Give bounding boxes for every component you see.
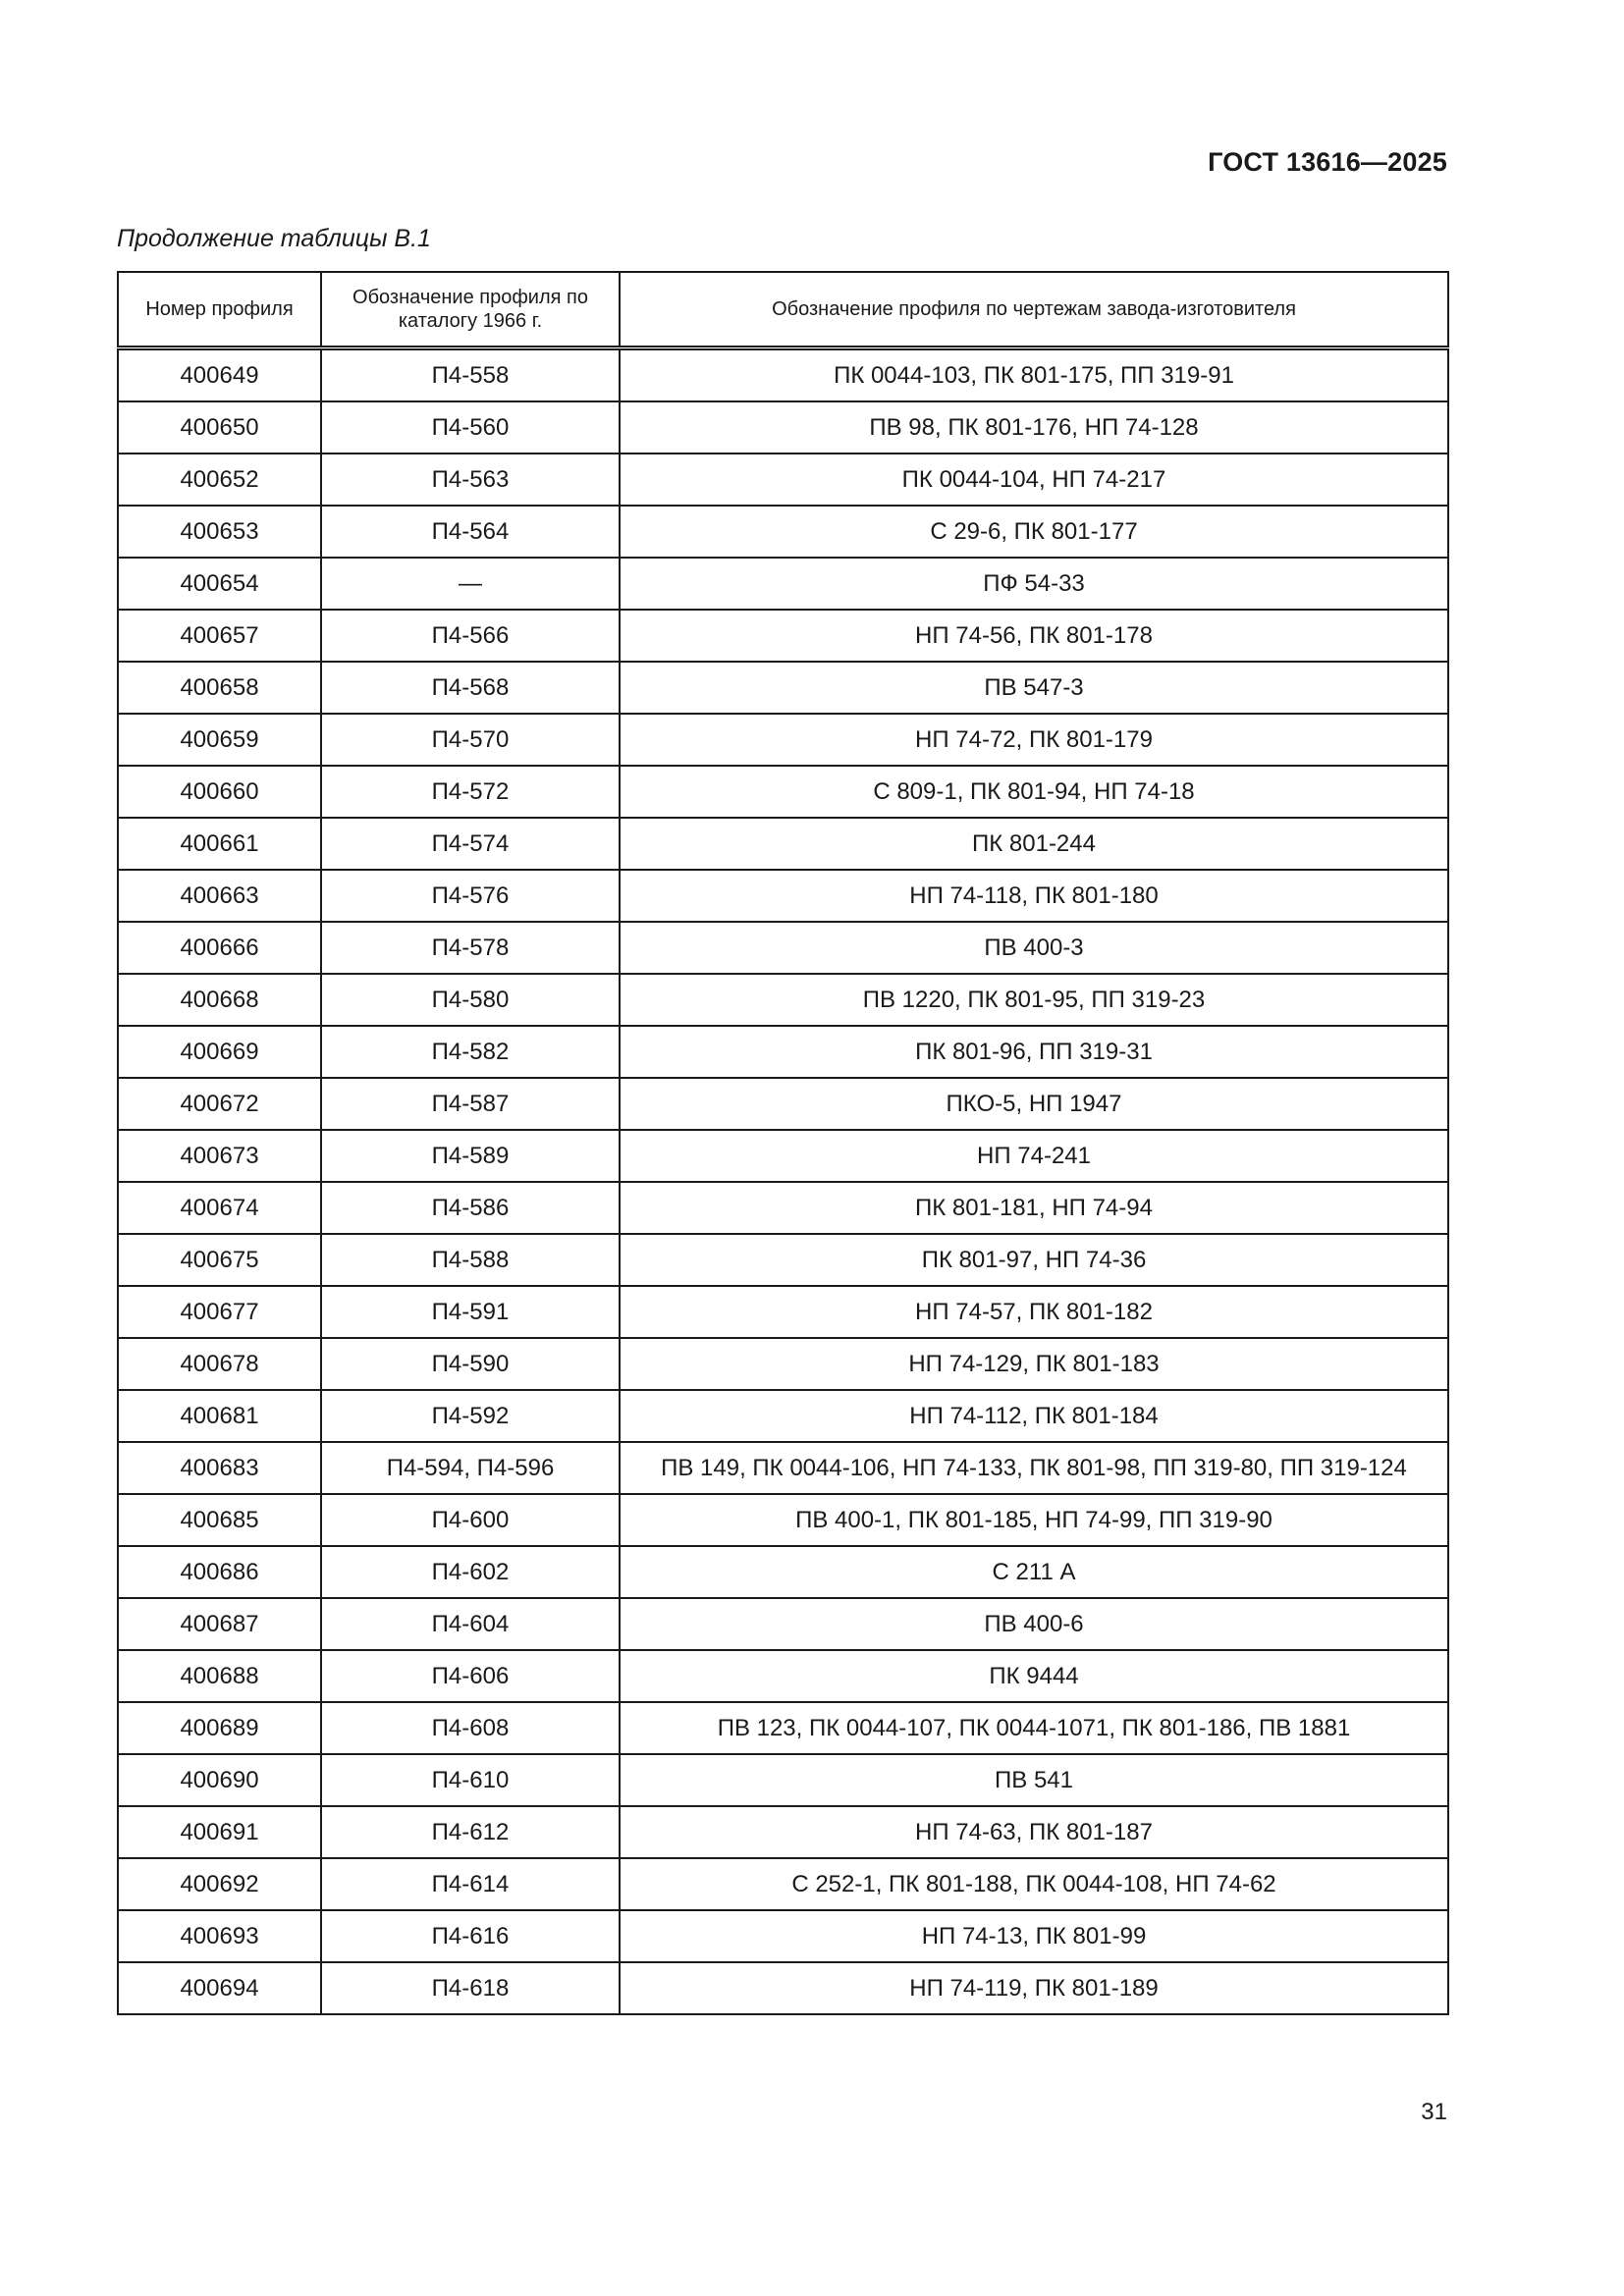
profile-number-cell: 400666 bbox=[118, 922, 321, 974]
manufacturer-designation-cell: ПК 801-181, НП 74-94 bbox=[620, 1182, 1448, 1234]
manufacturer-designation-cell: ПК 0044-103, ПК 801-175, ПП 319-91 bbox=[620, 348, 1448, 402]
catalog-designation-cell: П4-608 bbox=[321, 1702, 620, 1754]
catalog-designation-cell: П4-600 bbox=[321, 1494, 620, 1546]
catalog-designation-cell: П4-614 bbox=[321, 1858, 620, 1910]
table-row bbox=[118, 766, 1448, 818]
profile-number-cell: 400669 bbox=[118, 1026, 321, 1078]
manufacturer-designation-cell: НП 74-241 bbox=[620, 1130, 1448, 1182]
table-row bbox=[118, 348, 1448, 402]
catalog-designation-cell: П4-588 bbox=[321, 1234, 620, 1286]
table-row bbox=[118, 1546, 1448, 1598]
profile-number-cell: 400689 bbox=[118, 1702, 321, 1754]
manufacturer-designation-cell: ПКО-5, НП 1947 bbox=[620, 1078, 1448, 1130]
profile-number-cell: 400688 bbox=[118, 1650, 321, 1702]
column-header-catalog-1966: Обозначение профиля по каталогу 1966 г. bbox=[321, 272, 620, 348]
profile-number-cell: 400692 bbox=[118, 1858, 321, 1910]
profile-number-cell: 400685 bbox=[118, 1494, 321, 1546]
catalog-designation-cell: П4-602 bbox=[321, 1546, 620, 1598]
table-row bbox=[118, 1962, 1448, 2014]
catalog-designation-cell: П4-580 bbox=[321, 974, 620, 1026]
manufacturer-designation-cell: НП 74-118, ПК 801-180 bbox=[620, 870, 1448, 922]
catalog-designation-cell: П4-576 bbox=[321, 870, 620, 922]
manufacturer-designation-cell: ПВ 547-3 bbox=[620, 662, 1448, 714]
table-row bbox=[118, 506, 1448, 558]
profile-number-cell: 400663 bbox=[118, 870, 321, 922]
profile-number-cell: 400674 bbox=[118, 1182, 321, 1234]
profile-number-cell: 400691 bbox=[118, 1806, 321, 1858]
catalog-designation-cell: П4-594, П4-596 bbox=[321, 1442, 620, 1494]
manufacturer-designation-cell: С 211 А bbox=[620, 1546, 1448, 1598]
table-row bbox=[118, 1598, 1448, 1650]
page-number: 31 bbox=[1421, 2099, 1447, 2125]
profile-number-cell: 400673 bbox=[118, 1130, 321, 1182]
table-row bbox=[118, 1910, 1448, 1962]
table-row bbox=[118, 1858, 1448, 1910]
catalog-designation-cell: — bbox=[321, 558, 620, 610]
table-row bbox=[118, 1494, 1448, 1546]
manufacturer-designation-cell: НП 74-63, ПК 801-187 bbox=[620, 1806, 1448, 1858]
catalog-designation-cell: П4-564 bbox=[321, 506, 620, 558]
table-row bbox=[118, 1286, 1448, 1338]
table-row bbox=[118, 1806, 1448, 1858]
table-header bbox=[118, 272, 1448, 348]
catalog-designation-cell: П4-566 bbox=[321, 610, 620, 662]
manufacturer-designation-cell: ПК 0044-104, НП 74-217 bbox=[620, 454, 1448, 506]
catalog-designation-cell: П4-610 bbox=[321, 1754, 620, 1806]
catalog-designation-cell: П4-616 bbox=[321, 1910, 620, 1962]
table-row bbox=[118, 662, 1448, 714]
catalog-designation-cell: П4-574 bbox=[321, 818, 620, 870]
table-row bbox=[118, 1442, 1448, 1494]
manufacturer-designation-cell: ПВ 400-6 bbox=[620, 1598, 1448, 1650]
table-row bbox=[118, 610, 1448, 662]
profile-number-cell: 400649 bbox=[118, 348, 321, 402]
table-row bbox=[118, 1026, 1448, 1078]
table-row bbox=[118, 1338, 1448, 1390]
catalog-designation-cell: П4-589 bbox=[321, 1130, 620, 1182]
catalog-designation-cell: П4-618 bbox=[321, 1962, 620, 2014]
table-row bbox=[118, 1650, 1448, 1702]
header-row bbox=[118, 272, 1448, 348]
table-body bbox=[118, 348, 1448, 2015]
profile-number-cell: 400677 bbox=[118, 1286, 321, 1338]
manufacturer-designation-cell: НП 74-13, ПК 801-99 bbox=[620, 1910, 1448, 1962]
profile-number-cell: 400694 bbox=[118, 1962, 321, 2014]
manufacturer-designation-cell: ПВ 400-3 bbox=[620, 922, 1448, 974]
profile-number-cell: 400683 bbox=[118, 1442, 321, 1494]
catalog-designation-cell: П4-572 bbox=[321, 766, 620, 818]
table-row bbox=[118, 1078, 1448, 1130]
manufacturer-designation-cell: ПК 801-97, НП 74-36 bbox=[620, 1234, 1448, 1286]
table-row bbox=[118, 922, 1448, 974]
manufacturer-designation-cell: ПВ 123, ПК 0044-107, ПК 0044-1071, ПК 801-186, ПВ 1881 bbox=[620, 1702, 1448, 1754]
manufacturer-designation-cell: С 809-1, ПК 801-94, НП 74-18 bbox=[620, 766, 1448, 818]
manufacturer-designation-cell: НП 74-72, ПК 801-179 bbox=[620, 714, 1448, 766]
table-row bbox=[118, 1234, 1448, 1286]
manufacturer-designation-cell: НП 74-119, ПК 801-189 bbox=[620, 1962, 1448, 2014]
profile-number-cell: 400678 bbox=[118, 1338, 321, 1390]
profile-number-cell: 400681 bbox=[118, 1390, 321, 1442]
column-header-manufacturer-drawings: Обозначение профиля по чертежам завода-изготовителя bbox=[620, 272, 1448, 348]
table-row bbox=[118, 818, 1448, 870]
profile-number-cell: 400657 bbox=[118, 610, 321, 662]
catalog-designation-cell: П4-587 bbox=[321, 1078, 620, 1130]
table-row bbox=[118, 401, 1448, 454]
profile-number-cell: 400658 bbox=[118, 662, 321, 714]
profiles-table bbox=[117, 271, 1449, 2015]
profile-number-cell: 400690 bbox=[118, 1754, 321, 1806]
manufacturer-designation-cell: ПВ 541 bbox=[620, 1754, 1448, 1806]
table-row bbox=[118, 974, 1448, 1026]
catalog-designation-cell: П4-578 bbox=[321, 922, 620, 974]
profile-number-cell: 400675 bbox=[118, 1234, 321, 1286]
manufacturer-designation-cell: ПК 9444 bbox=[620, 1650, 1448, 1702]
manufacturer-designation-cell: НП 74-129, ПК 801-183 bbox=[620, 1338, 1448, 1390]
profile-number-cell: 400661 bbox=[118, 818, 321, 870]
profile-number-cell: 400659 bbox=[118, 714, 321, 766]
catalog-designation-cell: П4-558 bbox=[321, 348, 620, 402]
profile-number-cell: 400668 bbox=[118, 974, 321, 1026]
table-row bbox=[118, 1130, 1448, 1182]
profile-number-cell: 400693 bbox=[118, 1910, 321, 1962]
manufacturer-designation-cell: ПК 801-96, ПП 319-31 bbox=[620, 1026, 1448, 1078]
catalog-designation-cell: П4-568 bbox=[321, 662, 620, 714]
manufacturer-designation-cell: ПВ 1220, ПК 801-95, ПП 319-23 bbox=[620, 974, 1448, 1026]
table-row bbox=[118, 558, 1448, 610]
table-row bbox=[118, 1702, 1448, 1754]
table-row bbox=[118, 1390, 1448, 1442]
manufacturer-designation-cell: ПВ 149, ПК 0044-106, НП 74-133, ПК 801-98, ПП 319-80, ПП 319-124 bbox=[620, 1442, 1448, 1494]
catalog-designation-cell: П4-606 bbox=[321, 1650, 620, 1702]
manufacturer-designation-cell: НП 74-112, ПК 801-184 bbox=[620, 1390, 1448, 1442]
catalog-designation-cell: П4-586 bbox=[321, 1182, 620, 1234]
manufacturer-designation-cell: НП 74-57, ПК 801-182 bbox=[620, 1286, 1448, 1338]
profile-number-cell: 400652 bbox=[118, 454, 321, 506]
manufacturer-designation-cell: ПВ 98, ПК 801-176, НП 74-128 bbox=[620, 401, 1448, 454]
profile-number-cell: 400653 bbox=[118, 506, 321, 558]
catalog-designation-cell: П4-591 bbox=[321, 1286, 620, 1338]
catalog-designation-cell: П4-560 bbox=[321, 401, 620, 454]
table-row bbox=[118, 454, 1448, 506]
catalog-designation-cell: П4-612 bbox=[321, 1806, 620, 1858]
table-row bbox=[118, 1754, 1448, 1806]
catalog-designation-cell: П4-563 bbox=[321, 454, 620, 506]
catalog-designation-cell: П4-604 bbox=[321, 1598, 620, 1650]
profile-number-cell: 400654 bbox=[118, 558, 321, 610]
table-row bbox=[118, 714, 1448, 766]
manufacturer-designation-cell: ПВ 400-1, ПК 801-185, НП 74-99, ПП 319-90 bbox=[620, 1494, 1448, 1546]
profile-number-cell: 400687 bbox=[118, 1598, 321, 1650]
profile-number-cell: 400686 bbox=[118, 1546, 321, 1598]
table-row bbox=[118, 870, 1448, 922]
manufacturer-designation-cell: ПФ 54-33 bbox=[620, 558, 1448, 610]
table-row bbox=[118, 1182, 1448, 1234]
catalog-designation-cell: П4-570 bbox=[321, 714, 620, 766]
profile-number-cell: 400672 bbox=[118, 1078, 321, 1130]
table-container bbox=[117, 271, 1447, 2015]
manufacturer-designation-cell: С 252-1, ПК 801-188, ПК 0044-108, НП 74-62 bbox=[620, 1858, 1448, 1910]
document-code: ГОСТ 13616—2025 bbox=[1208, 147, 1447, 177]
catalog-designation-cell: П4-582 bbox=[321, 1026, 620, 1078]
catalog-designation-cell: П4-590 bbox=[321, 1338, 620, 1390]
manufacturer-designation-cell: ПК 801-244 bbox=[620, 818, 1448, 870]
profile-number-cell: 400660 bbox=[118, 766, 321, 818]
manufacturer-designation-cell: С 29-6, ПК 801-177 bbox=[620, 506, 1448, 558]
table-caption: Продолжение таблицы В.1 bbox=[117, 225, 431, 252]
catalog-designation-cell: П4-592 bbox=[321, 1390, 620, 1442]
profile-number-cell: 400650 bbox=[118, 401, 321, 454]
manufacturer-designation-cell: НП 74-56, ПК 801-178 bbox=[620, 610, 1448, 662]
column-header-profile-number: Номер профиля bbox=[118, 272, 321, 348]
